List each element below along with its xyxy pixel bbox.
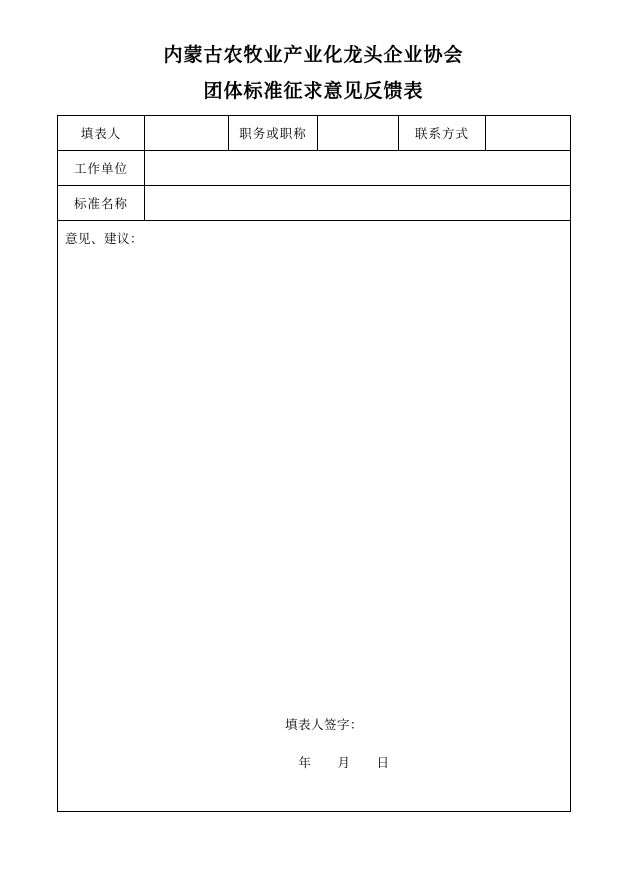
title-line-2: 团体标准征求意见反馈表 — [203, 81, 424, 102]
date-day-label: 日 — [376, 756, 390, 770]
opinion-area — [58, 221, 570, 811]
signature-label: 填表人签字： — [284, 718, 363, 732]
field-work-unit-value[interactable] — [145, 151, 571, 186]
field-standard-name-value[interactable] — [145, 186, 571, 221]
field-filler-value[interactable] — [145, 116, 229, 151]
table-row-filler — [58, 116, 571, 151]
feedback-form-table — [57, 115, 571, 812]
opinion-label: 意见、建议： — [65, 232, 144, 246]
table-row-standardname — [58, 186, 571, 221]
label-position: 职务或职称 — [229, 116, 318, 151]
opinion-cell[interactable] — [58, 221, 571, 812]
table-row-opinion — [58, 221, 571, 812]
label-standard-name: 标准名称 — [58, 186, 145, 221]
date-line — [58, 753, 570, 771]
label-contact: 联系方式 — [399, 116, 486, 151]
table-row-workunit — [58, 151, 571, 186]
field-position-value[interactable] — [318, 116, 399, 151]
label-work-unit: 工作单位 — [58, 151, 145, 186]
label-filler: 填表人 — [58, 116, 145, 151]
document-title — [0, 40, 627, 108]
field-contact-value[interactable] — [486, 116, 571, 151]
title-line-1: 内蒙古农牧业产业化龙头企业协会 — [163, 45, 464, 66]
date-year-label: 年 — [298, 756, 312, 770]
date-month-label: 月 — [337, 756, 351, 770]
